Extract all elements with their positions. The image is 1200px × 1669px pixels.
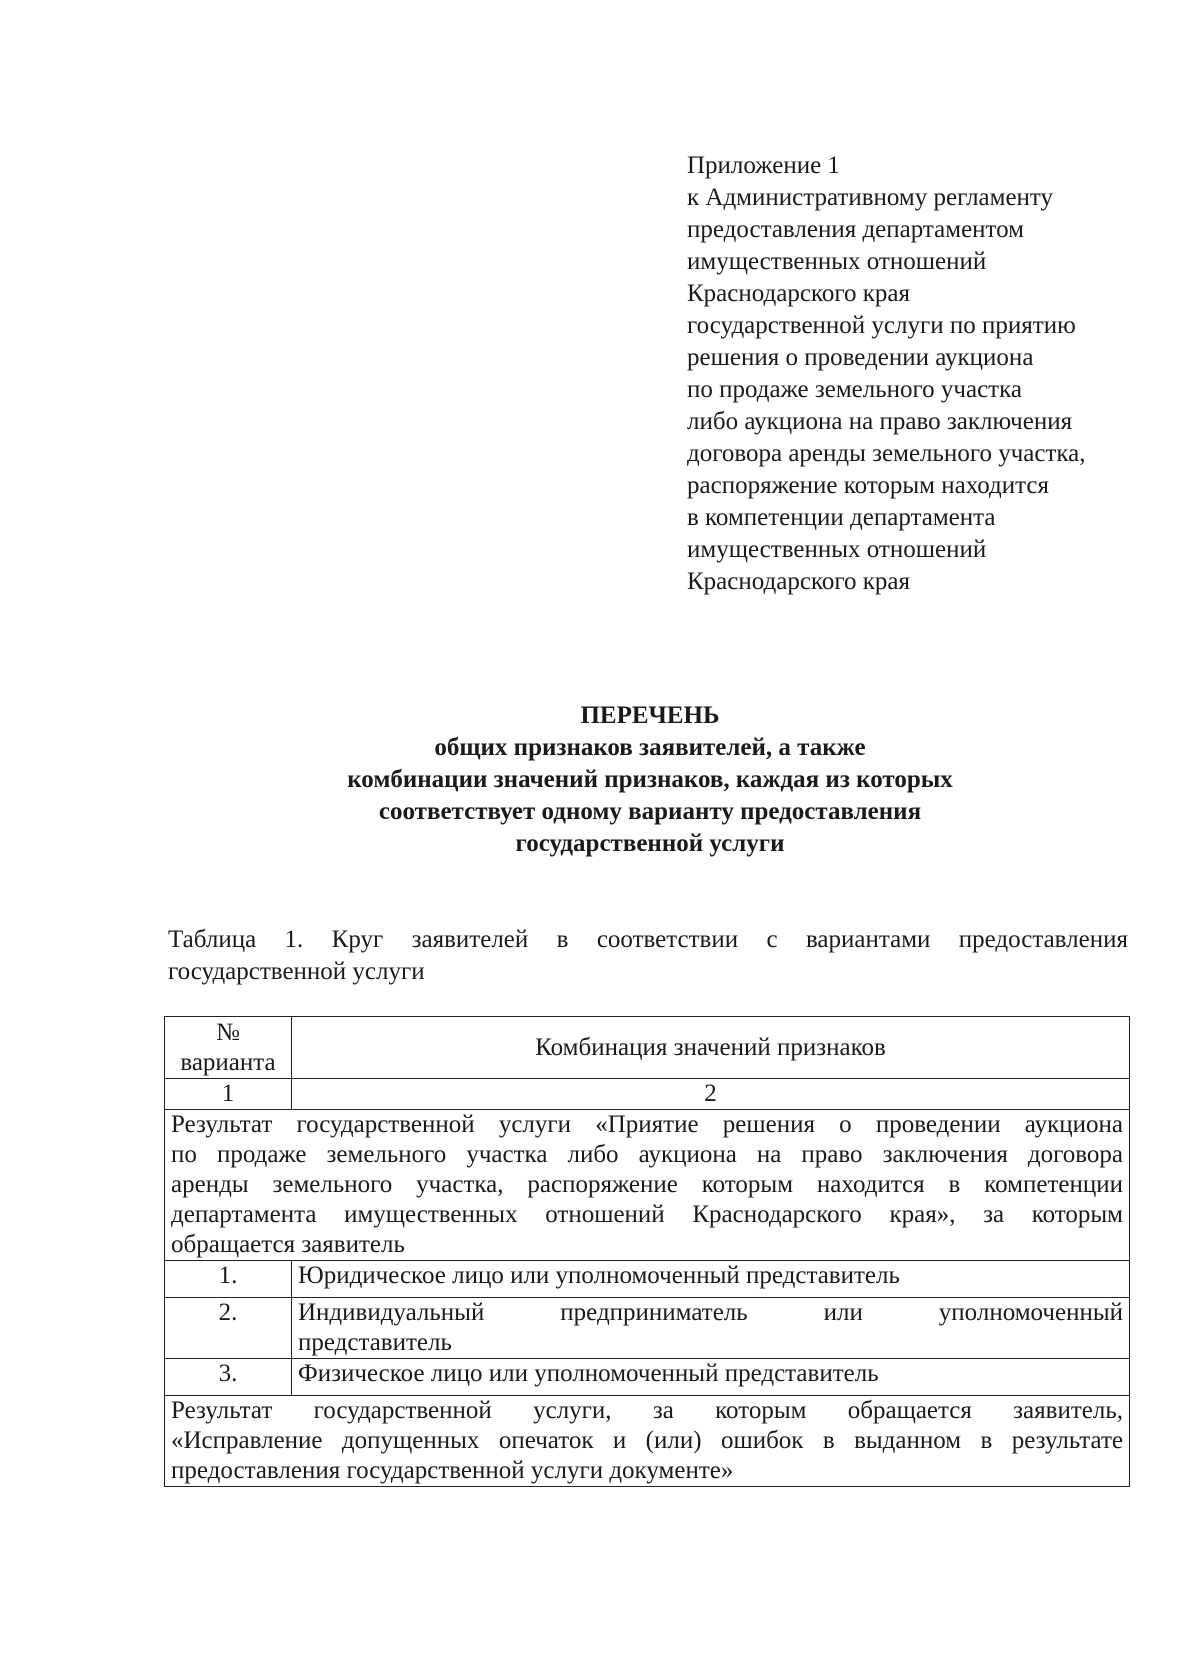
appendix-line: государственной услуги по приятию — [687, 312, 1076, 339]
section-result-1 — [165, 1110, 1130, 1261]
appendix-line: к Административному регламенту — [687, 184, 1054, 211]
section-line: по продаже земельного участка либо аукциона на право заключения договора — [171, 1141, 1123, 1168]
variant-description — [292, 1359, 1130, 1396]
table-row — [165, 1359, 1130, 1396]
appendix-line: договора аренды земельного участка, — [687, 440, 1086, 467]
variant-description-line: Юридическое лицо или уполномоченный представитель — [298, 1262, 900, 1289]
table-caption-line: государственной услуги — [168, 958, 425, 985]
appendix-line: предоставления департаментом — [687, 216, 1024, 243]
variant-description — [292, 1298, 1130, 1359]
table-row — [165, 1298, 1130, 1359]
header-variant-symbol: № — [216, 1019, 240, 1046]
section-line: аренды земельного участка, распоряжение которым находится в компетенции — [171, 1171, 1123, 1198]
section-line: «Исправление допущенных опечаток и (или) ошибок в выданном в результате — [171, 1427, 1123, 1454]
section-line: Результат государственной услуги «Приятие решения о проведении аукциона — [171, 1111, 1123, 1138]
header-variant-number — [165, 1017, 292, 1079]
title-line: соответствует одному варианту предоставления — [378, 798, 922, 825]
title-line: комбинации значений признаков, каждая из которых — [347, 766, 953, 793]
appendix-line: имущественных отношений — [687, 536, 987, 563]
appendix-line: Краснодарского края — [687, 568, 910, 595]
column-numbering-row — [165, 1079, 1130, 1110]
appendix-header — [687, 150, 1187, 598]
variant-number: 1. — [165, 1261, 292, 1298]
applicants-table — [164, 1016, 1130, 1487]
section-row — [165, 1110, 1130, 1261]
appendix-line: имущественных отношений — [687, 248, 987, 275]
table-caption-line: Таблица 1. Круг заявителей в соответствии с вариантами предоставления — [168, 926, 1128, 953]
variant-description-line: Индивидуальный предприниматель или уполномоченный — [298, 1299, 1123, 1326]
variant-number: 3. — [165, 1359, 292, 1396]
section-line: Результат государственной услуги, за которым обращается заявитель, — [171, 1397, 1123, 1424]
table-caption — [168, 924, 1128, 988]
appendix-line: по продаже земельного участка — [687, 376, 1022, 403]
appendix-line: Приложение 1 — [687, 152, 840, 179]
title-line: общих признаков заявителей, а также — [434, 734, 866, 761]
appendix-line: распоряжение которым находится — [687, 472, 1049, 499]
variant-description-line: представитель — [298, 1329, 452, 1356]
section-line: предоставления государственной услуги документе» — [171, 1457, 734, 1484]
appendix-line: Краснодарского края — [687, 280, 910, 307]
header-variant-label: варианта — [180, 1049, 276, 1076]
section-line: департамента имущественных отношений Краснодарского края», за которым — [171, 1201, 1123, 1228]
table-header-row — [165, 1017, 1130, 1079]
appendix-line: либо аукциона на право заключения — [687, 408, 1073, 435]
table-row — [165, 1261, 1130, 1298]
section-line: обращается заявитель — [171, 1231, 405, 1258]
column-number-1: 1 — [165, 1079, 292, 1110]
variant-number: 2. — [165, 1298, 292, 1359]
variant-description — [292, 1261, 1130, 1298]
section-row — [165, 1396, 1130, 1487]
appendix-line: решения о проведении аукциона — [687, 344, 1034, 371]
section-result-2 — [165, 1396, 1130, 1487]
title-heading: ПЕРЕЧЕНЬ — [580, 702, 720, 729]
header-combination: Комбинация значений признаков — [292, 1017, 1130, 1079]
title-line: государственной услуги — [515, 830, 785, 857]
document-title — [170, 700, 1130, 860]
variant-description-line: Физическое лицо или уполномоченный представитель — [298, 1360, 879, 1387]
column-number-2: 2 — [292, 1079, 1130, 1110]
appendix-line: в компетенции департамента — [687, 504, 996, 531]
